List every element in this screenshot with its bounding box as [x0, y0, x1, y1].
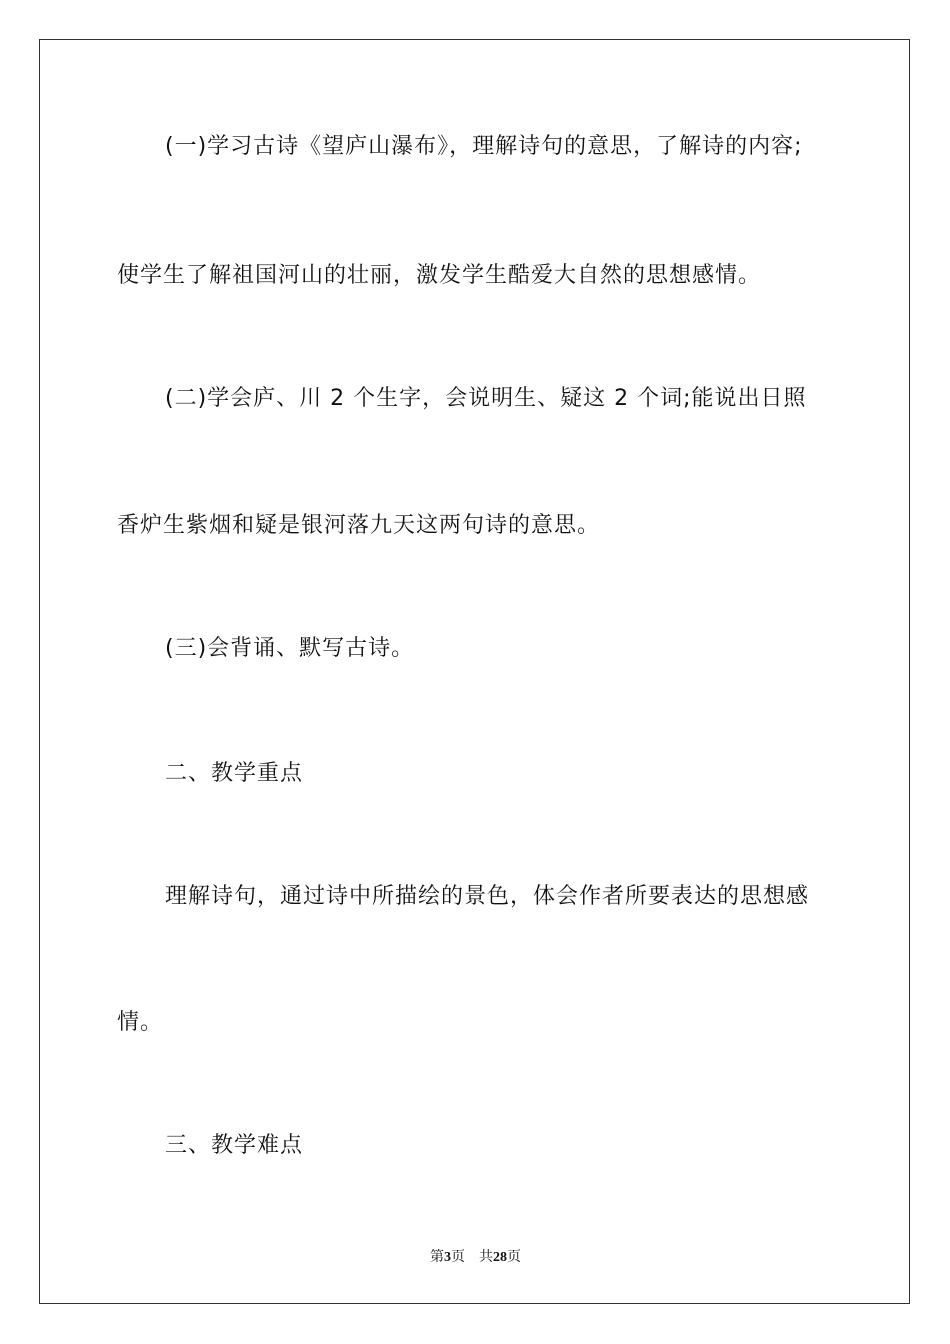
- objective-2-line-2: 香炉生紫烟和疑是银河落九天这两句诗的意思。: [117, 513, 601, 538]
- key-points-line-1: 理解诗句，通过诗中所描绘的景色，体会作者所要表达的思想感: [165, 884, 810, 909]
- footer-page-suffix: 页: [451, 1250, 465, 1265]
- key-points-line-2: 情。: [117, 1010, 164, 1035]
- objective-1-line-2: 使学生了解祖国河山的壮丽，激发学生酷爱大自然的思想感情。: [117, 263, 762, 288]
- footer-total-suffix: 页: [507, 1250, 521, 1265]
- footer-page-number: 3: [444, 1250, 451, 1265]
- footer-total-pages: 28: [493, 1250, 507, 1265]
- footer-page-prefix: 第: [430, 1250, 444, 1265]
- objective-1-line-1: (一)学习古诗《望庐山瀑布》，理解诗句的意思，了解诗的内容;: [165, 134, 803, 159]
- page-footer: [40, 1248, 911, 1268]
- page-frame: [39, 39, 910, 1304]
- objective-3-line: (三)会背诵、默写古诗。: [165, 636, 415, 661]
- section-heading-key-points: 二、教学重点: [165, 761, 304, 786]
- objective-2-line-1: (二)学会庐、川 2 个生字，会说明生、疑这 2 个词;能说出日照: [165, 386, 807, 411]
- footer-total-prefix: 共: [479, 1250, 493, 1265]
- section-heading-difficulties: 三、教学难点: [165, 1133, 304, 1158]
